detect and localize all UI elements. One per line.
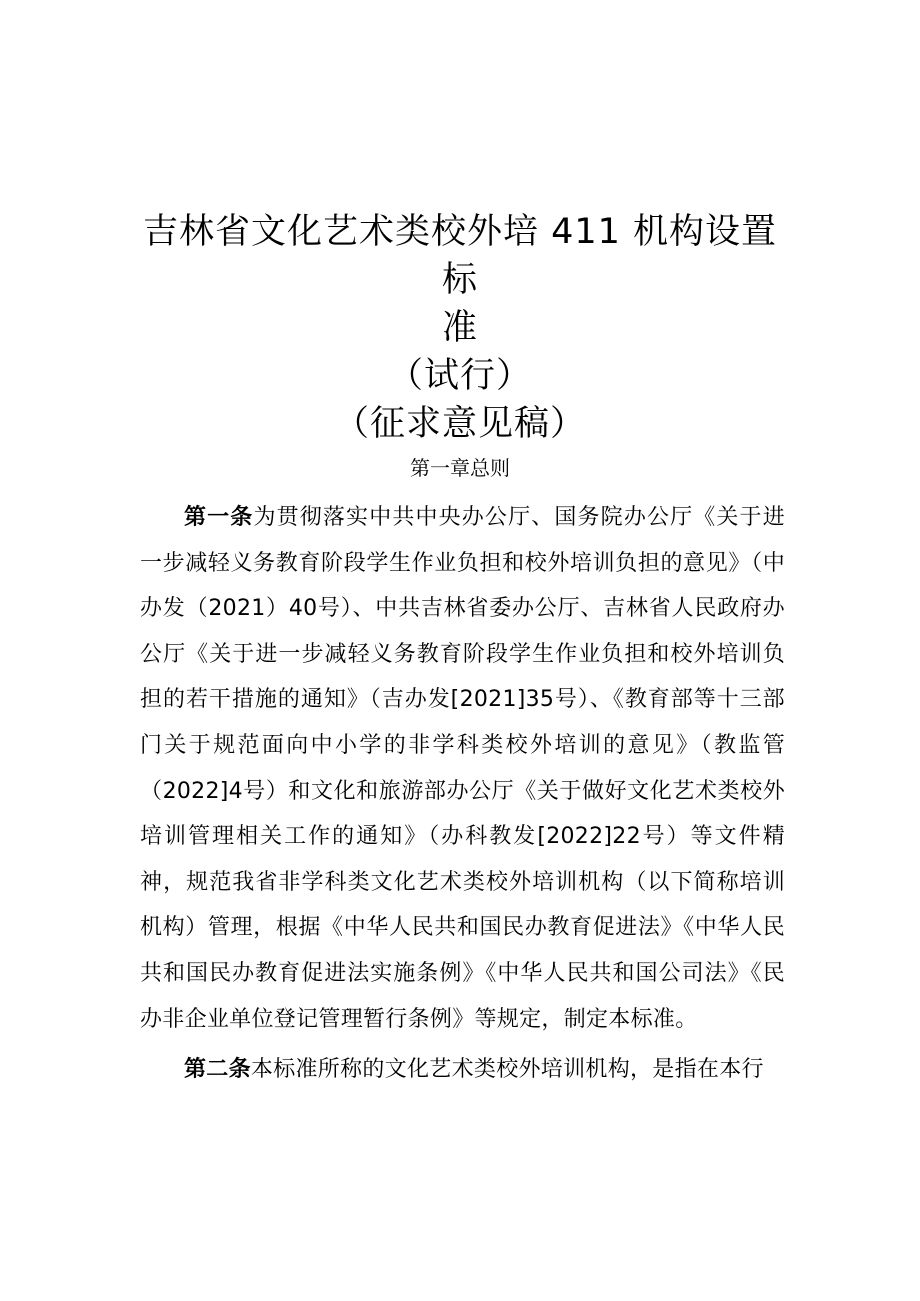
chapter-heading: 第一章总则	[410, 456, 510, 480]
article-1	[140, 495, 785, 1042]
title-line-4: （征求意见稿）	[333, 404, 586, 444]
article-1-label: 第一条	[184, 505, 254, 530]
article-1-text: 为贯彻落实中共中央办公厅、国务院办公厅《关于进一步减轻义务教育阶段学生作业负担和校外培训负担的意见》（中办发（2021）40号）、中共吉林省委办公厅、吉林省人民政府办公厅《关于进一步减轻义务教育阶段学生作业负担和校外培训负担的若干措施的通知》（吉办发[2021]35号）、《教育部等十三部门关于规范面向中小学的非学科类校外培训的意见》（教监管（2022]4号）和文化和旅游部办公厅《关于做好文化艺术类校外培训管理相关工作的通知》（办科教发[2022]22号）等文件精神，规范我省非学科类文化艺术类校外培训机构（以下简称培训机构）管理，根据《中华人民共和国民办教育促进法》《中华人民共和国民办教育促进法实施条例》《中华人民共和国公司法》《民办非企业单位登记管理暂行条例》等规定，制定本标准。	[140, 505, 785, 1032]
document-body	[140, 495, 785, 1093]
document-title	[130, 208, 790, 448]
title-line-3: （试行）	[387, 356, 532, 396]
title-line-1: 吉林省文化艺术类校外培 411 机构设置标	[142, 212, 778, 300]
title-line-2: 准	[441, 308, 478, 348]
article-2-text: 本标准所称的文化艺术类校外培训机构，是指在本行	[250, 1057, 764, 1083]
article-2	[140, 1047, 785, 1093]
article-2-label: 第二条	[184, 1057, 251, 1083]
